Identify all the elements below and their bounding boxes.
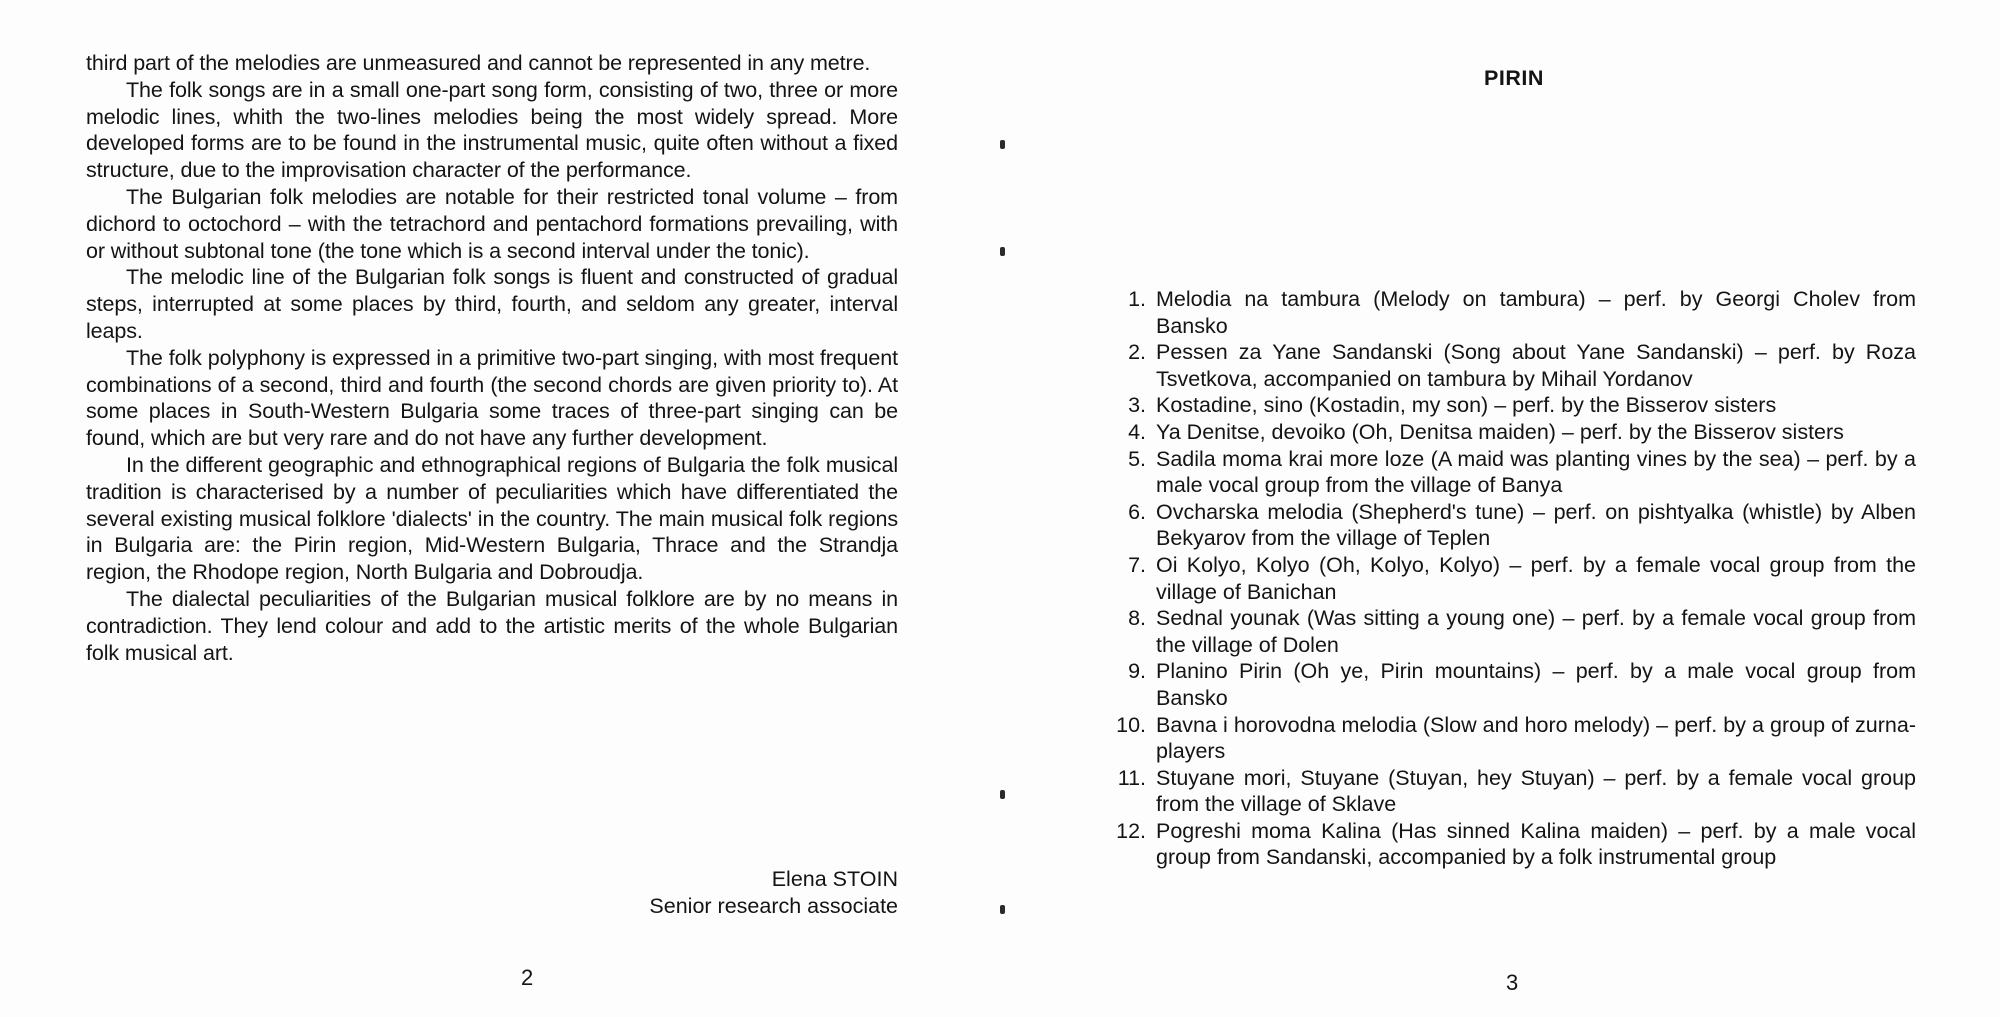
track-number: 1.: [1128, 287, 1146, 311]
track-item: [1096, 392, 1916, 419]
binding-mark: [1000, 140, 1005, 149]
track-description: Pogreshi moma Kalina (Has sinned Kalina maiden) – perf. by a male vocal group from Sandanski, accompanied by a folk instrumental group: [1156, 818, 1916, 870]
paragraph-dialectal: The dialectal peculiarities of the Bulgarian musical folklore are by no means in contradiction. They lend colour and add to the artistic merits of the whole Bulgarian folk musical art.: [86, 586, 898, 665]
track-description: Melodia na tambura (Melody on tambura) – perf. by Georgi Cholev from Bansko: [1156, 287, 1916, 338]
page-number-right: 3: [1506, 970, 1519, 995]
track-description: Sadila moma krai more loze (A maid was planting vines by the sea) – perf. by a male vocal group from the village of Banya: [1156, 446, 1916, 498]
track-description: Pessen za Yane Sandanski (Song about Yane Sandanski) – perf. by Roza Tsvetkova, accompanied on tambura by Mihail Yordanov: [1156, 340, 1916, 391]
track-number: 6.: [1128, 499, 1146, 524]
track-item: [1096, 765, 1916, 818]
track-item: [1096, 286, 1916, 339]
binding-mark: [1000, 790, 1005, 799]
track-number: 2.: [1128, 340, 1146, 365]
author-signature: [86, 866, 898, 920]
paragraph-tonal-volume: The Bulgarian folk melodies are notable for their restricted tonal volume – from dichord to octochord – with the tetrachord and pentachord formations prevailing, with or without subtonal tone (the tone which is a second interval under the tonic).: [86, 184, 898, 263]
track-number: 9.: [1128, 659, 1146, 684]
paragraph-polyphony: The folk polyphony is expressed in a primitive two-part singing, with most frequent combinations of a second, third and fourth (the second chords are given priority to). At some places in South-Western Bulgaria some traces of three-part singing can be found, which are but very rare and do not have any further development.: [86, 345, 898, 451]
track-list: [1096, 286, 1916, 871]
track-number: 3.: [1128, 393, 1146, 418]
author-title: Senior research associate: [649, 894, 898, 918]
track-description: Stuyane mori, Stuyane (Stuyan, hey Stuyan) – perf. by a female vocal group from the village of Sklave: [1156, 765, 1916, 817]
track-description: Ya Denitse, devoiko (Oh, Denitsa maiden) – perf. by the Bisserov sisters: [1156, 419, 1844, 444]
paragraph-melodic-line: The melodic line of the Bulgarian folk songs is fluent and constructed of gradual steps, interrupted at some places by third, fourth, and seldom any greater, interval leaps.: [86, 265, 898, 343]
track-number: 11.: [1117, 765, 1146, 790]
left-page-body: [86, 50, 898, 666]
track-description: Oi Kolyo, Kolyo (Oh, Kolyo, Kolyo) – perf. by a female vocal group from the village of Banichan: [1156, 552, 1916, 604]
track-description: Bavna i horovodna melodia (Slow and horo melody) – perf. by a group of zurna-players: [1156, 712, 1916, 764]
track-description: Ovcharska melodia (Shepherd's tune) – perf. on pishtyalka (whistle) by Alben Bekyarov from the village of Teplen: [1156, 499, 1916, 551]
paragraph-continuation: third part of the melodies are unmeasured and cannot be represented in any metre.: [86, 51, 871, 75]
track-item: [1096, 552, 1916, 605]
track-number: 12.: [1116, 818, 1146, 843]
track-item: [1096, 658, 1916, 711]
track-item: [1096, 605, 1916, 658]
track-item: [1096, 712, 1916, 765]
track-description: Kostadine, sino (Kostadin, my son) – perf. by the Bisserov sisters: [1156, 393, 1777, 418]
author-name: Elena STOIN: [771, 867, 898, 891]
track-number: 5.: [1128, 446, 1146, 471]
track-item: [1096, 339, 1916, 392]
track-item: [1096, 446, 1916, 499]
track-number: 7.: [1128, 552, 1146, 577]
binding-mark: [1000, 247, 1005, 256]
section-title: PIRIN: [1484, 66, 1544, 90]
track-description: Sednal younak (Was sitting a young one) – perf. by a female vocal group from the village of Dolen: [1156, 606, 1916, 657]
page-number-left: 2: [521, 965, 534, 990]
track-item: [1096, 419, 1916, 446]
track-number: 4.: [1128, 419, 1146, 444]
paragraph-regions: In the different geographic and ethnographical regions of Bulgaria the folk musical tradition is characterised by a number of peculiarities which have differentiated the several existing musical folklore 'dialects' in the country. The main musical folk regions in Bulgaria are: the Pirin region, Mid-Western Bulgaria, Thrace and the Strandja region, the Rhodope region, North Bulgaria and Dobroudja.: [86, 452, 898, 585]
track-description: Planino Pirin (Oh ye, Pirin mountains) – perf. by a male vocal group from Bansko: [1156, 659, 1916, 710]
paragraph-song-form: The folk songs are in a small one-part song form, consisting of two, three or more melodic lines, whith the two-lines melodies being the most widely spread. More developed forms are to be found in the instrumental music, quite often without a fixed structure, due to the improvisation character of the performance.: [86, 77, 898, 183]
binding-mark: [1000, 905, 1005, 914]
track-item: [1096, 499, 1916, 552]
track-number: 10.: [1116, 712, 1146, 737]
track-item: [1096, 818, 1916, 871]
track-number: 8.: [1128, 606, 1146, 631]
